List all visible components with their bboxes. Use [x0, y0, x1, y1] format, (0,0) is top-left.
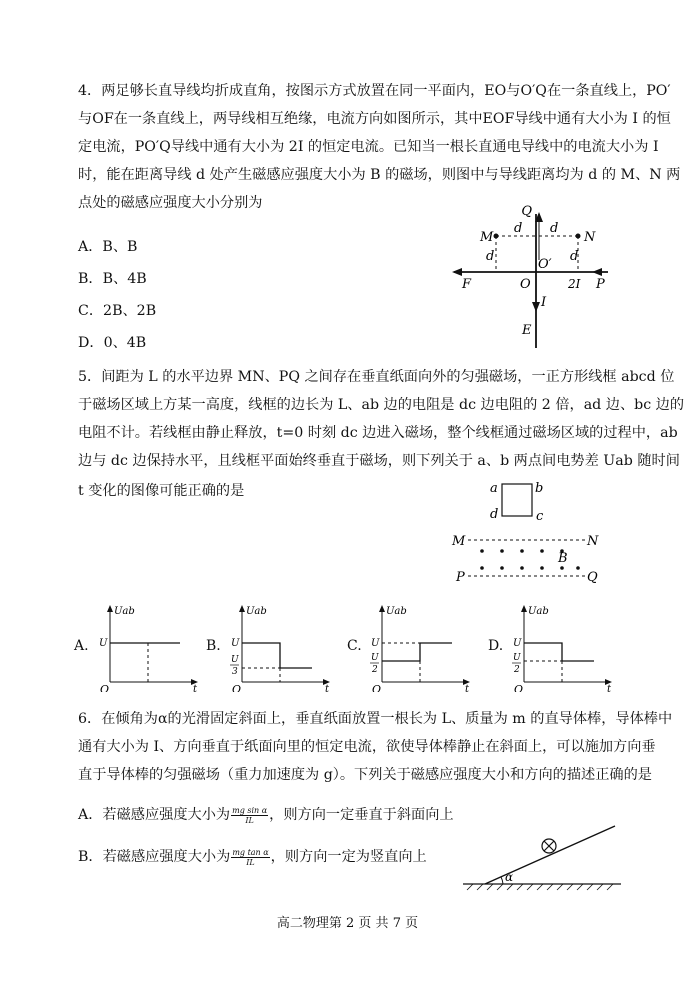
graph-d-tick-u: U	[513, 638, 522, 649]
q6-option-b-fraction	[231, 848, 269, 867]
graph-a-option-label: A.	[74, 638, 89, 654]
q6-incline-figure	[455, 818, 625, 892]
q6-line-1: 6．在倾角为α的光滑固定斜面上，垂直纸面放置一根长为 L、质量为 m 的直导体棒，导体棒中	[78, 711, 673, 727]
graph-b-tick-u: U	[231, 638, 240, 649]
q4-line-1: 4．两足够长直导线均折成直角，按图示方式放置在同一平面内，EO与O′Q在一条直线上，PO′	[78, 83, 671, 99]
q6-option-a-fraction	[231, 806, 268, 825]
graph-d-curve	[524, 643, 594, 661]
label-b: b	[535, 481, 544, 496]
label-a: a	[490, 481, 498, 496]
graph-c-option-label: C.	[347, 638, 362, 654]
q5-frame-figure	[450, 476, 610, 592]
q6-option-b-numerator: mg tan α	[232, 847, 269, 857]
graph-b-option-label: B.	[206, 638, 221, 654]
q4-line-3: 定电流，PO′Q导线中通有大小为 2I 的恒定电流。已知当一根长直通电导线中的电流大小为 I	[78, 139, 659, 155]
label-n: N	[587, 534, 599, 549]
graph-b-curve	[242, 643, 312, 668]
q6-option-b-prefix: B．若磁感应强度大小为	[78, 849, 231, 865]
graph-c-origin: O	[372, 683, 382, 692]
label-q: Q	[521, 204, 532, 219]
q6-option-b-suffix: ，则方向一定为竖直向上	[270, 849, 427, 865]
label-o-prime: O′	[538, 257, 552, 272]
q6-line-2: 通有大小为 I、方向垂直于纸面向里的恒定电流，欲使导体棒静止在斜面上，可以施加方向垂	[78, 739, 656, 755]
q6-option-b	[78, 846, 427, 867]
graph-d-t: t	[607, 684, 612, 692]
label-c: c	[536, 509, 544, 524]
label-q: Q	[587, 570, 598, 585]
q6-option-a-suffix: ，则方向一定垂直于斜面向上	[269, 807, 454, 823]
angle-arc	[501, 877, 503, 884]
label-o: O	[520, 277, 531, 292]
label-b-field: B	[558, 551, 568, 566]
graph-b	[228, 600, 338, 692]
q5-line-1: 5．间距为 L 的水平边界 MN、PQ 之间存在垂直纸面向外的匀强磁场，一正方形线框 abcd 位	[78, 369, 675, 385]
q6-option-a	[78, 804, 454, 825]
q4-wire-figure	[440, 200, 620, 350]
q5-graph-options	[60, 600, 680, 700]
graph-d-option-label: D.	[488, 638, 504, 654]
label-d-right: d	[570, 249, 579, 264]
graph-c-curve	[382, 643, 452, 661]
q6-option-a-prefix: A．若磁感应强度大小为	[78, 807, 231, 823]
graph-d-origin: O	[514, 683, 524, 692]
ground-hatch	[467, 884, 613, 890]
conductor-cross-icon	[542, 839, 556, 853]
q4-option-a: A．B、B	[78, 239, 138, 255]
graph-a	[96, 600, 206, 692]
q4-line-4: 时，能在距离导线 d 处产生磁感应强度大小为 B 的磁场，则图中与导线距离均为 d 的 M、N 两	[78, 167, 681, 183]
q6-option-a-denominator: IL	[245, 815, 254, 825]
graph-c-tick-u: U	[371, 638, 380, 649]
q4-line-2: 与OF在一条直线上，两导线相互绝缘，电流方向如图所示，其中EOF导线中通有大小为 I 的恒	[78, 111, 671, 127]
graph-a-y-label: Uab	[114, 606, 135, 617]
q4-option-d: D．0、4B	[78, 335, 147, 351]
graph-d	[510, 600, 620, 692]
q6-option-b-denominator: IL	[246, 857, 255, 867]
graph-d-y-label: Uab	[528, 606, 549, 617]
label-alpha: α	[505, 870, 514, 884]
graph-c	[368, 600, 478, 692]
label-d-top-left: d	[514, 221, 523, 236]
point-n	[576, 234, 581, 239]
graph-d-tick-frac-num: U	[513, 653, 521, 663]
graph-b-tick-frac-num: U	[231, 655, 239, 665]
graph-c-tick-frac-num: U	[371, 653, 379, 663]
label-f: F	[462, 277, 472, 292]
q4-option-c: C．2B、2B	[78, 303, 157, 319]
label-m: M	[480, 230, 494, 245]
graph-b-y-label: Uab	[246, 606, 267, 617]
graph-c-t: t	[465, 684, 470, 692]
graph-d-tick-frac-den: 2	[514, 665, 520, 675]
q5-line-5: t 变化的图像可能正确的是	[78, 483, 245, 499]
label-d-top-right: d	[550, 221, 559, 236]
label-e: E	[522, 323, 532, 338]
graph-a-tick-u: U	[99, 638, 108, 649]
graph-a-t: t	[193, 684, 198, 692]
label-d: d	[490, 507, 499, 522]
graph-c-y-label: Uab	[386, 606, 407, 617]
q5-line-2: 于磁场区域上方某一高度，线框的边长为 L、ab 边的电阻是 dc 边电阻的 2 倍，ad 边、bc 边的	[78, 397, 685, 413]
q4-line-5: 点处的磁感应强度大小分别为	[78, 195, 263, 211]
label-m: M	[452, 534, 466, 549]
q5-line-4: 边与 dc 边保持水平，且线框平面始终垂直于磁场，则下列关于 a、b 两点间电势差 Uab 随时间	[78, 453, 680, 469]
page-footer: 高二物理第 2 页 共 7 页	[276, 916, 419, 931]
label-p: P	[456, 570, 465, 585]
q5-line-3: 电阻不计。若线框由静止释放，t=0 时刻 dc 边进入磁场，整个线框通过磁场区域的过程中，ab	[78, 425, 678, 441]
square-frame	[502, 484, 532, 516]
point-m	[494, 234, 499, 239]
label-2i: 2I	[568, 277, 581, 291]
graph-b-t: t	[325, 684, 330, 692]
graph-a-origin: O	[100, 683, 110, 692]
q6-line-3: 直于导体棒的匀强磁场（重力加速度为 g）。下列关于磁感应强度大小和方向的描述正确的是	[78, 767, 652, 783]
q6-option-a-numerator: mg sin α	[232, 805, 268, 815]
graph-c-tick-frac-den: 2	[372, 665, 378, 675]
label-d-left: d	[486, 249, 495, 264]
graph-b-tick-frac-den: 3	[232, 667, 238, 677]
graph-b-origin: O	[232, 683, 242, 692]
label-i: I	[541, 295, 547, 310]
label-n: N	[584, 230, 596, 245]
q4-option-b: B．B、4B	[78, 271, 147, 287]
label-p: P	[596, 277, 605, 292]
